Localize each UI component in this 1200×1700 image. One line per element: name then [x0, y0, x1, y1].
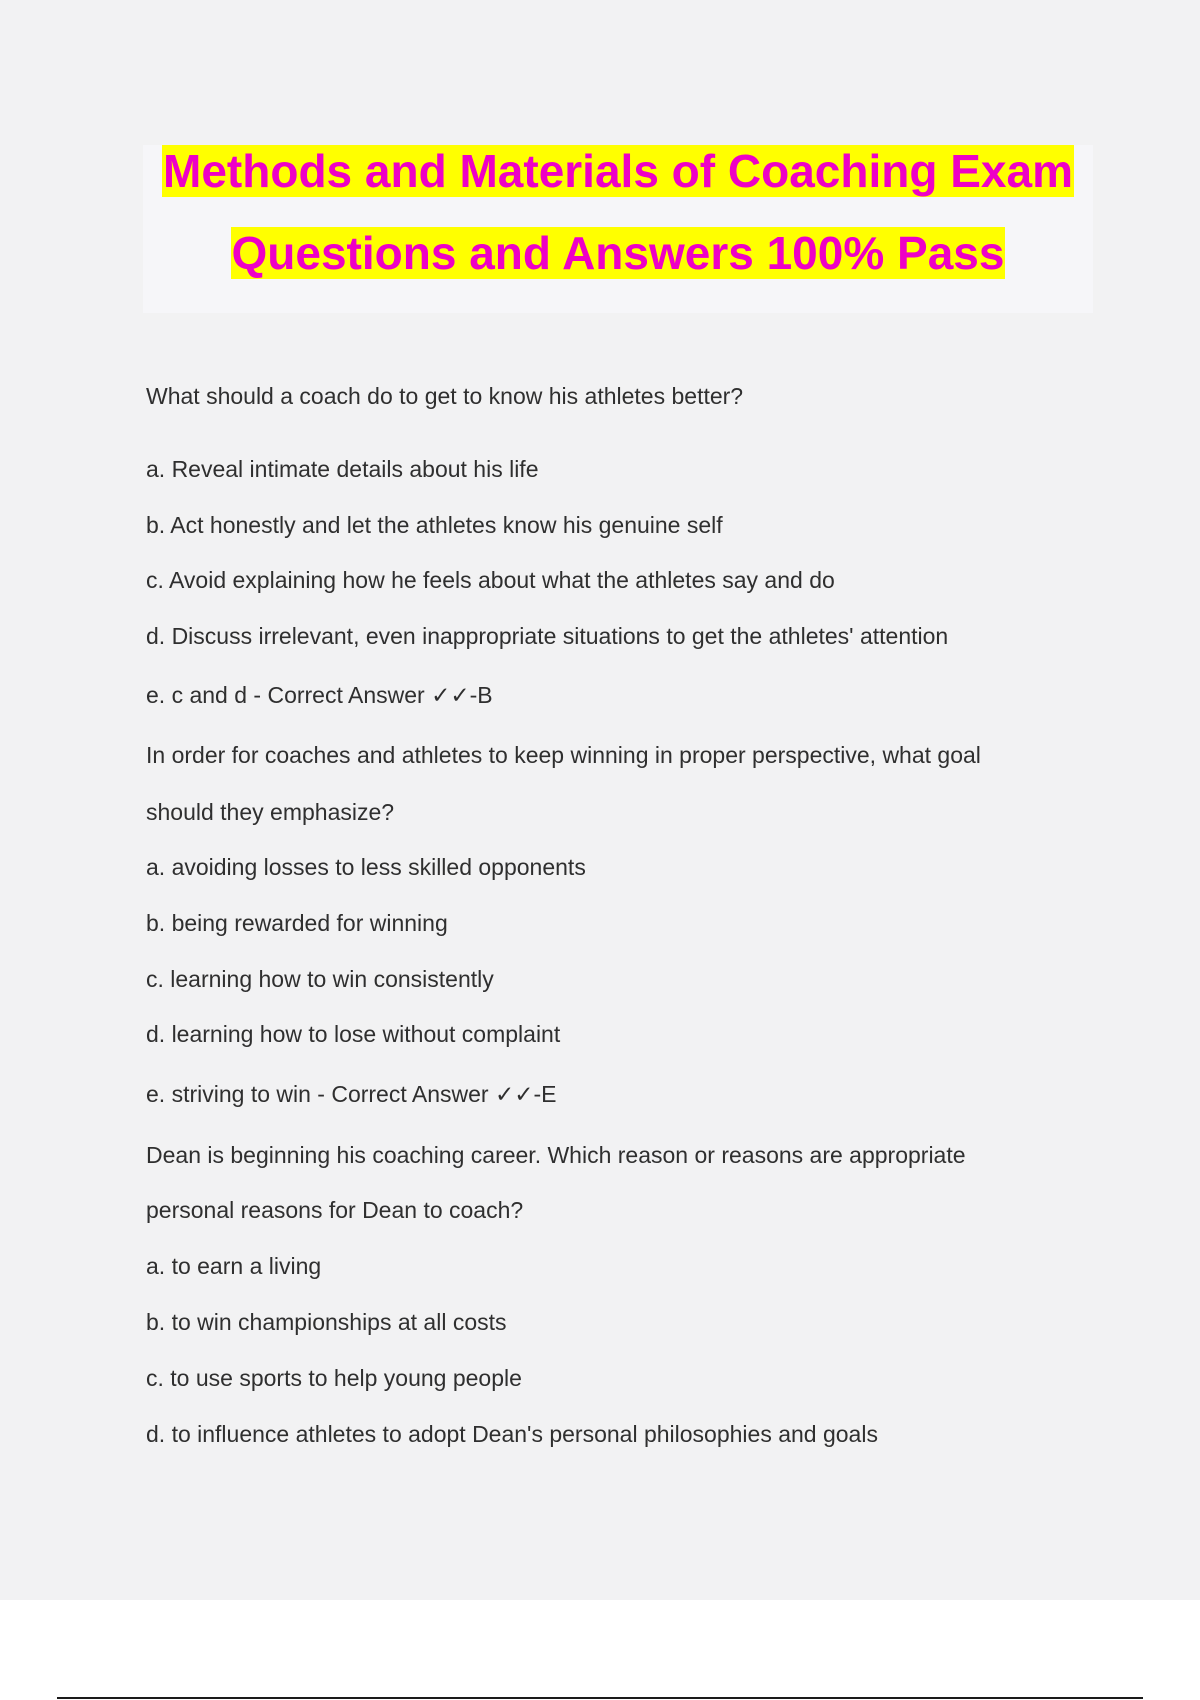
question-1-option-a: a. Reveal intimate details about his life [146, 456, 539, 482]
question-2-text-line-2: should they emphasize? [146, 799, 395, 825]
question-2-text-line-1: In order for coaches and athletes to keep winning in proper perspective, what goal [146, 742, 981, 768]
document-title-line-1: Methods and Materials of Coaching Exam [163, 145, 1073, 197]
question-3-option-a: a. to earn a living [146, 1253, 322, 1279]
question-1-text: What should a coach do to get to know his athletes better? [146, 383, 744, 409]
question-1-option-b: b. Act honestly and let the athletes know his genuine self [146, 512, 723, 538]
question-1-option-c: c. Avoid explaining how he feels about what the athletes say and do [146, 567, 835, 593]
question-3-option-c: c. to use sports to help young people [146, 1365, 522, 1391]
question-1-option-d: d. Discuss irrelevant, even inappropriate situations to get the athletes' attention [146, 623, 949, 649]
document-title-line-2: Questions and Answers 100% Pass [231, 227, 1005, 279]
question-2-option-d: d. learning how to lose without complaint [146, 1021, 561, 1047]
question-2-option-b: b. being rewarded for winning [146, 910, 448, 936]
question-2-option-e-answer: e. striving to win - Correct Answer ✓✓-E [146, 1081, 557, 1107]
question-3-text-line-1: Dean is beginning his coaching career. Which reason or reasons are appropriate [146, 1142, 966, 1168]
title-box [143, 145, 1093, 313]
question-2-option-a: a. avoiding losses to less skilled opponents [146, 854, 586, 880]
question-3-option-b: b. to win championships at all costs [146, 1309, 507, 1335]
question-1-option-e-answer: e. c and d - Correct Answer ✓✓-B [146, 682, 493, 708]
footer-rule [57, 1697, 1143, 1699]
question-2-option-c: c. learning how to win consistently [146, 966, 494, 992]
question-3-option-d: d. to influence athletes to adopt Dean's personal philosophies and goals [146, 1421, 878, 1447]
question-3-text-line-2: personal reasons for Dean to coach? [146, 1197, 524, 1223]
